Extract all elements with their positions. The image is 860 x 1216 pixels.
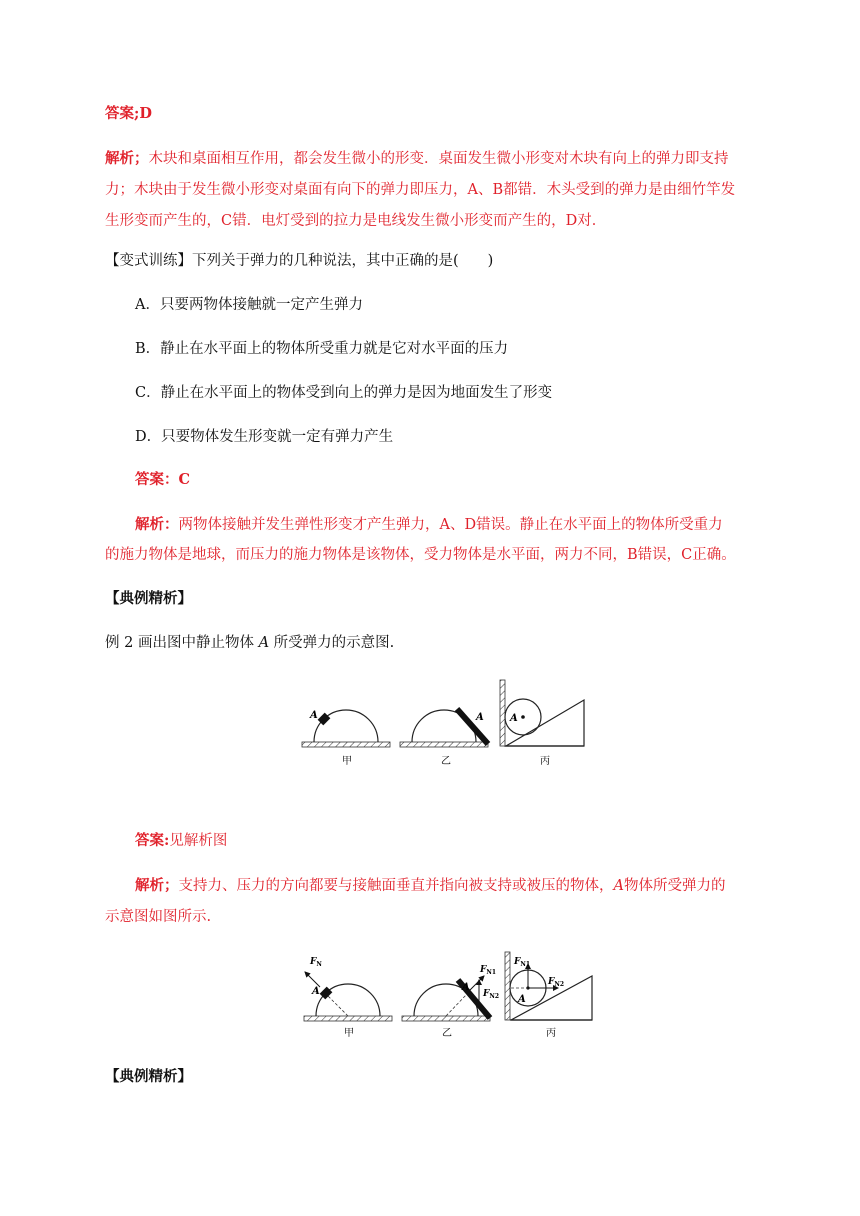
exercise-analysis-text1: 两物体接触并发生弹性形变才产生弹力，A、D错误。静止在水平面上的物体所受重力 xyxy=(178,517,723,533)
exercise-question xyxy=(105,251,772,271)
exercise-analysis-label: 解析： xyxy=(135,516,179,533)
figure-2-label-a3: A xyxy=(518,994,526,1005)
answer-1: 答案;D xyxy=(105,105,152,122)
analysis-1-line1 xyxy=(105,149,772,169)
exercise-answer: 答案：C xyxy=(135,471,191,488)
figure-2-label-a: A xyxy=(312,986,320,997)
example-2-var: A xyxy=(258,635,270,651)
exercise-label: 【变式训练】 xyxy=(105,253,192,269)
analysis-1-label: 解析； xyxy=(105,150,149,167)
section-heading-1: 【典例精析】 xyxy=(105,590,192,607)
figure-1-caption-yi: 乙 xyxy=(441,756,451,767)
figure-2-jia xyxy=(304,957,392,1039)
example-2-question xyxy=(105,633,772,653)
figure-1-caption-jia: 甲 xyxy=(342,756,352,767)
figure-2-fn2-bing: $F_{N2}$ xyxy=(548,977,565,988)
figure-2-caption-jia: 甲 xyxy=(344,1028,354,1039)
answer-2 xyxy=(135,831,772,851)
figure-1-label-a: A xyxy=(310,710,318,721)
analysis-2-text-b: 物体所受弹力的 xyxy=(623,878,726,894)
figure-1-caption-bing: 丙 xyxy=(540,756,550,767)
figure-2-caption-yi: 乙 xyxy=(442,1028,452,1039)
analysis-1-line3: 生形变而产生的，C错．电灯受到的拉力是电线发生微小形变而产生的，D对． xyxy=(105,213,607,229)
section-heading-2: 【典例精析】 xyxy=(105,1068,192,1085)
figure-1-label-a3: A xyxy=(510,713,518,724)
figure-1-label-a2: A xyxy=(476,712,484,723)
option-d: D．只要物体发生形变就一定有弹力产生 xyxy=(135,429,394,445)
analysis-2-var: A xyxy=(613,878,624,894)
figure-2-fn-jia: $F_N$ xyxy=(310,957,322,968)
option-b: B．静止在水平面上的物体所受重力就是它对水平面的压力 xyxy=(135,341,509,357)
example-2-suffix: 所受弹力的示意图. xyxy=(269,635,395,651)
figure-1-bing xyxy=(500,680,584,767)
analysis-2-label: 解析； xyxy=(135,877,179,894)
analysis-1-line2: 力；木块由于发生微小形变对桌面有向下的弹力即压力，A、B都错．木头受到的弹力是由细竹竿发 xyxy=(105,182,736,198)
example-2-prefix: 例 2 画出图中静止物体 xyxy=(105,635,259,651)
figure-2-bing xyxy=(505,952,592,1039)
analysis-2-text-a: 支持力、压力的方向都要与接触面垂直并指向被支持或被压的物体， xyxy=(178,878,614,894)
exercise-analysis-line2: 的施力物体是地球，而压力的施力物体是该物体，受力物体是水平面，两力不同，B错误，C正确。 xyxy=(105,547,736,563)
option-a: A．只要两物体接触就一定产生弹力 xyxy=(135,297,363,313)
analysis-2-line1 xyxy=(135,876,772,896)
analysis-2-line2: 示意图如图所示. xyxy=(105,909,212,925)
figure-2-label-a2: A xyxy=(462,982,470,993)
figure-2-caption-bing: 丙 xyxy=(546,1028,556,1039)
answer-2-label: 答案: xyxy=(135,832,170,849)
figure-2-fn2-yi: $F_{N2}$ xyxy=(483,989,500,1000)
figure-2-yi xyxy=(402,965,499,1039)
option-c: C．静止在水平面上的物体受到向上的弹力是因为地面发生了形变 xyxy=(135,385,553,401)
analysis-1-text1: 木块和桌面相互作用，都会发生微小的形变．桌面发生微小形变对木块有向上的弹力即支持 xyxy=(148,151,729,167)
answer-2-text: 见解析图 xyxy=(169,833,228,849)
figure-1 xyxy=(300,676,590,772)
figure-2-fn1-yi: $F_{N1}$ xyxy=(480,965,497,976)
figure-2 xyxy=(300,950,600,1042)
figure-1-jia xyxy=(302,710,390,767)
exercise-question-text: 下列关于弹力的几种说法，其中正确的是( ) xyxy=(192,253,494,269)
figure-1-yi xyxy=(400,709,488,767)
figure-2-fn1-bing: $F_{N1}$ xyxy=(514,957,531,968)
exercise-analysis-line1 xyxy=(135,515,772,535)
